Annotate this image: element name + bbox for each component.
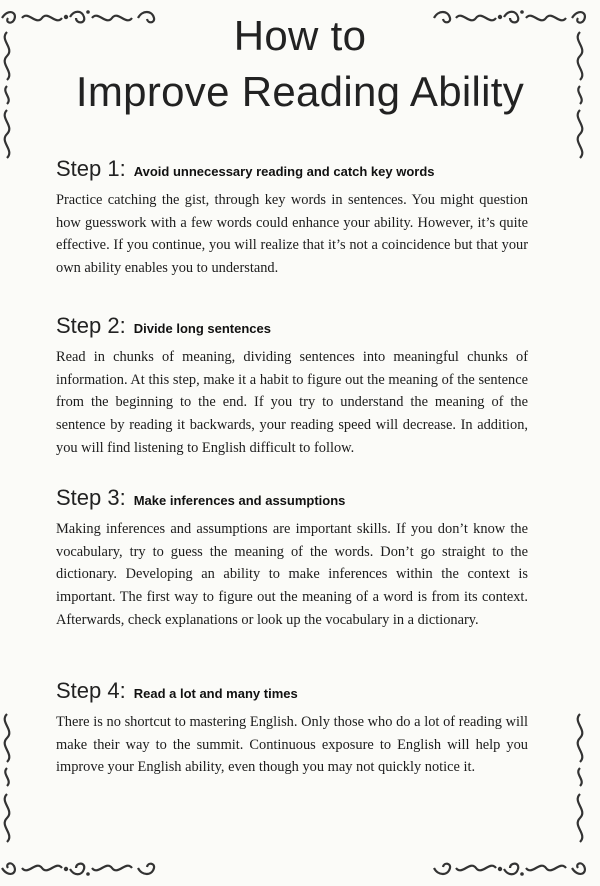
step-3-header xyxy=(56,485,528,512)
step-1-body: Practice catching the gist, through key words in sentences. You might question how guesswork with a few words could enhance your ability. However, it’s quite effective. If you continue, you will realize that it’s not a coincidence but that your own ability enables you to understand. xyxy=(56,192,528,277)
step-4-heading: Read a lot and many times xyxy=(133,686,298,701)
step-1-heading: Avoid unnecessary reading and catch key words xyxy=(133,164,435,179)
step-4-body: There is no shortcut to mastering English. Only those who do a lot of reading will make their way to the summit. Continuous exposure to English will help you improve your English ability, even though you may not quickly notice it. xyxy=(56,714,528,776)
step-2-heading: Divide long sentences xyxy=(133,321,271,336)
title-line-1: How to xyxy=(233,12,367,59)
step-1-label: Step 1: xyxy=(56,156,126,181)
step-2-header xyxy=(56,313,528,340)
scroll-flourish-icon xyxy=(572,712,588,852)
side-ornament-bottom-right xyxy=(572,712,588,852)
scroll-flourish-icon xyxy=(0,858,160,880)
side-ornament-bottom-left xyxy=(0,712,14,852)
step-1-header xyxy=(56,156,528,183)
corner-ornament-bottom-right xyxy=(430,858,590,880)
step-2-section xyxy=(56,313,528,460)
title-line-2: Improve Reading Ability xyxy=(75,68,525,115)
step-3-section xyxy=(56,485,528,632)
step-4-section xyxy=(56,678,528,779)
step-3-heading: Make inferences and assumptions xyxy=(133,493,346,508)
scroll-flourish-icon xyxy=(430,858,590,880)
step-2-body: Read in chunks of meaning, dividing sentences into meaningful chunks of information. At this step, make it a habit to figure out the meaning of the sentence from the beginning to the end. If you try to understand the meaning of the sentence by reading it backwards, your reading speed will decrease. In addition, you will find listening to English difficult to follow. xyxy=(56,349,528,456)
step-3-body: Making inferences and assumptions are important skills. If you don’t know the vocabulary, try to guess the meaning of the words. Don’t go straight to the dictionary. Developing an ability to make inferences within the context is important. The first way to figure out the meaning of a word is from its context. Afterwards, check explanations or look up the vocabulary in a dictionary. xyxy=(56,521,528,628)
corner-ornament-bottom-left xyxy=(0,858,160,880)
scroll-flourish-icon xyxy=(0,712,14,852)
step-2-label: Step 2: xyxy=(56,313,126,338)
step-4-label: Step 4: xyxy=(56,678,126,703)
step-1-section xyxy=(56,156,528,280)
step-3-label: Step 3: xyxy=(56,485,126,510)
step-4-header xyxy=(56,678,528,705)
